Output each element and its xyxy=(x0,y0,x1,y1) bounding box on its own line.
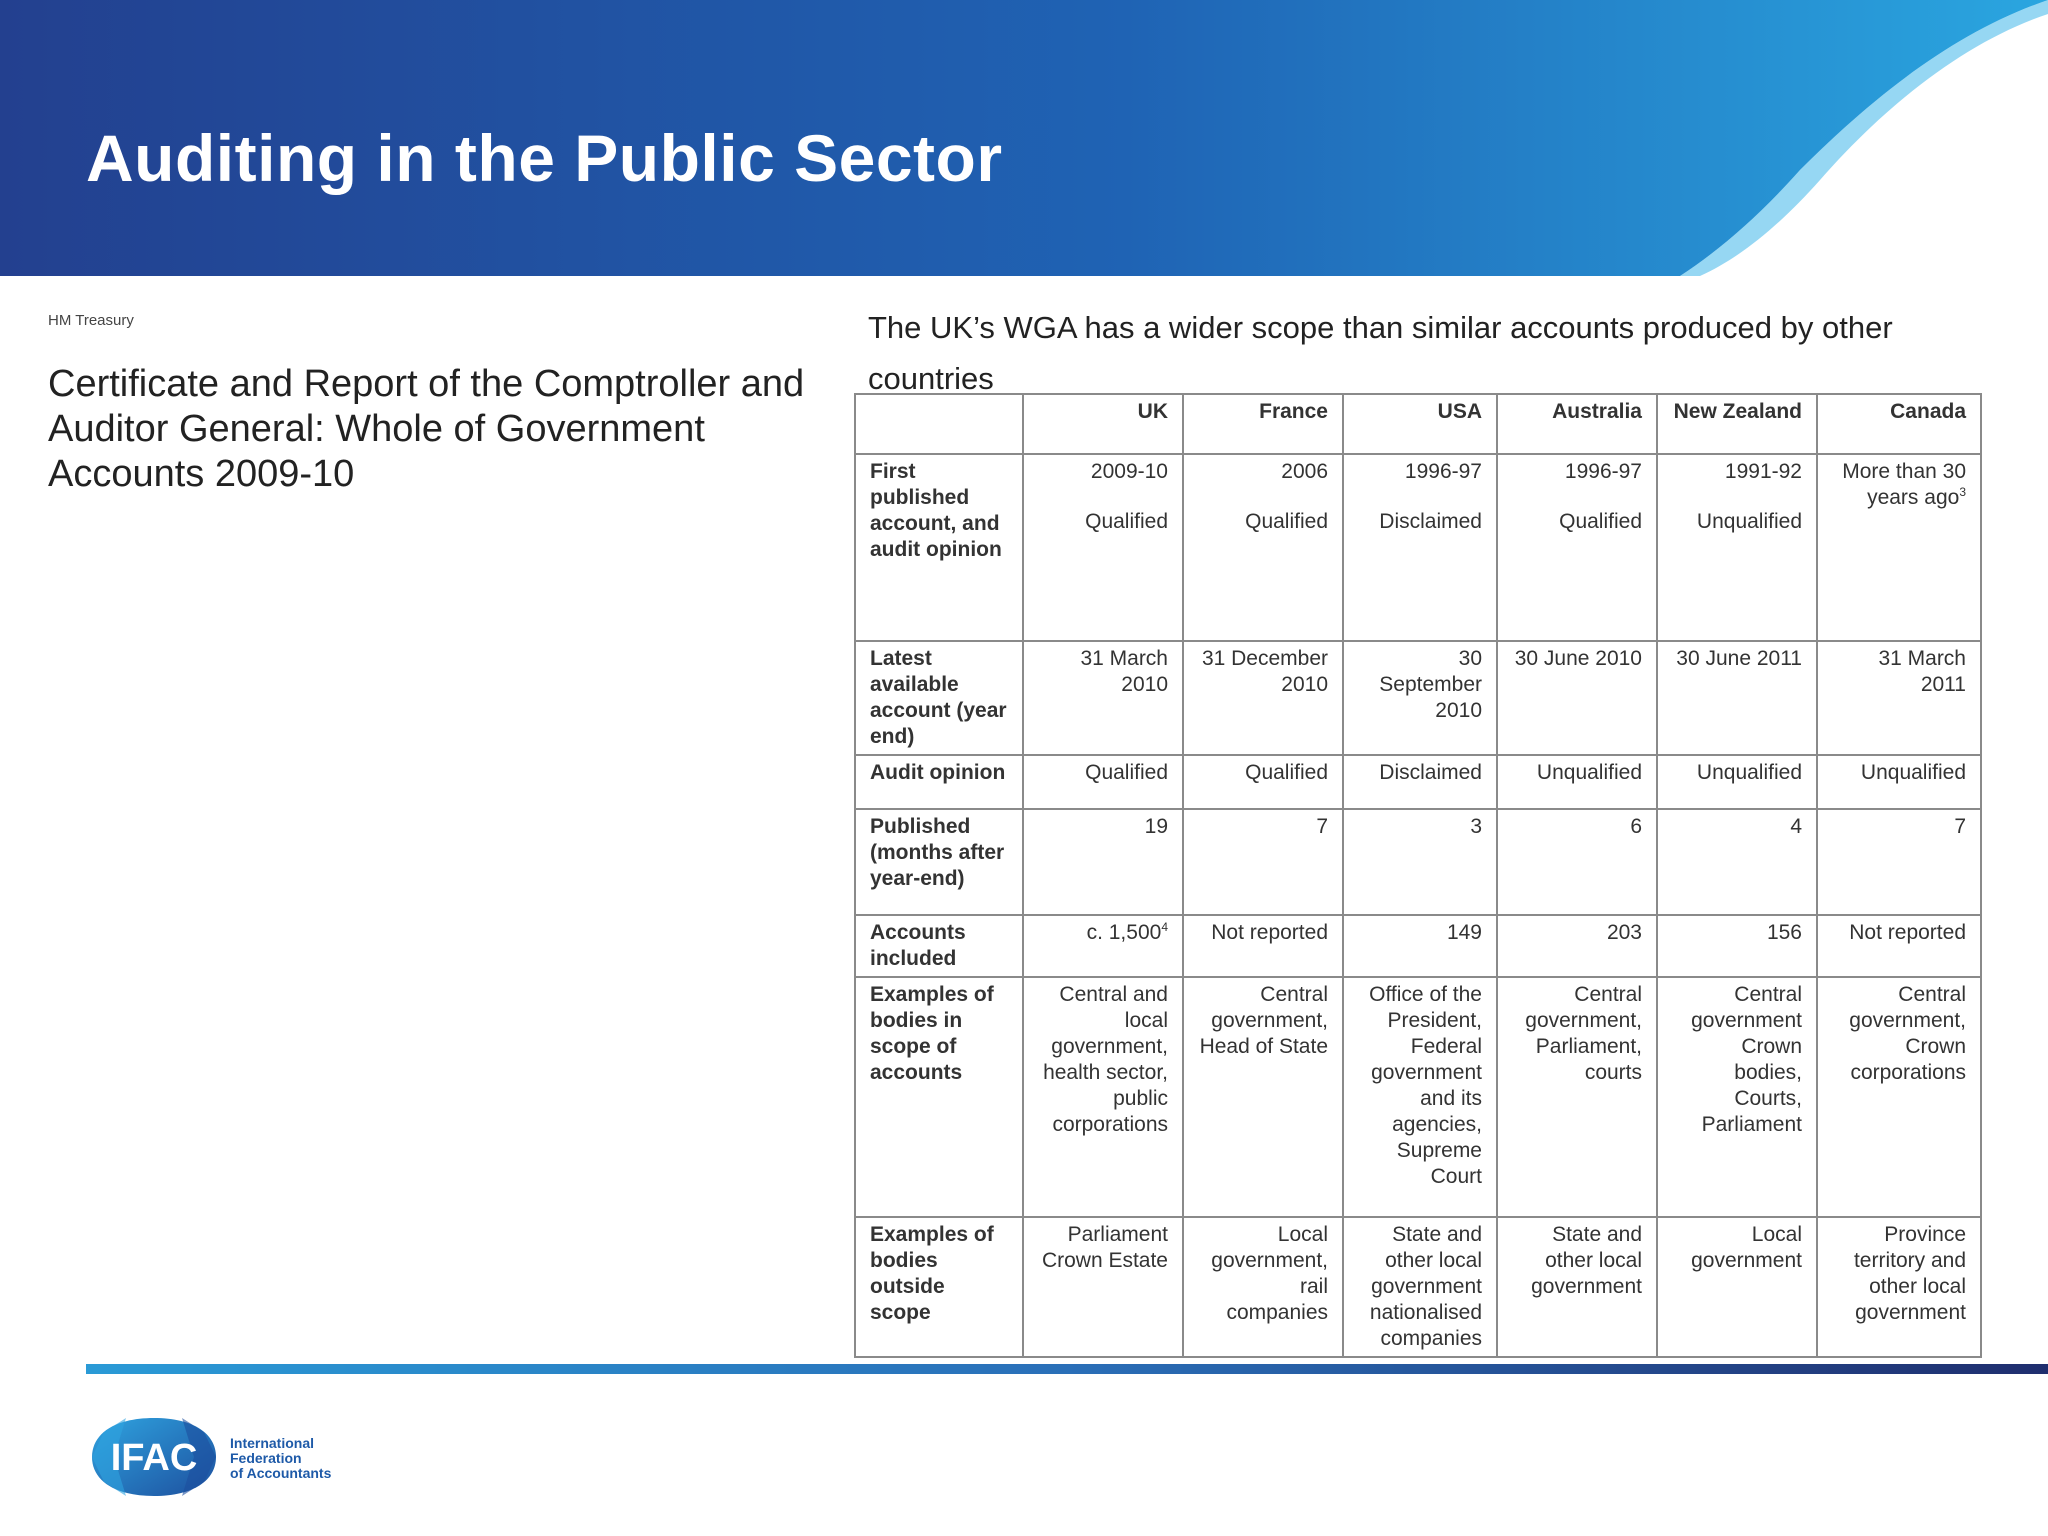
table-cell xyxy=(1657,454,1817,641)
cell-opinion: Qualified xyxy=(1245,510,1328,533)
table-cell: 149 xyxy=(1343,915,1497,977)
cell-opinion: Qualified xyxy=(1559,510,1642,533)
source-label: HM Treasury xyxy=(48,312,134,329)
cell-opinion: Disclaimed xyxy=(1379,510,1482,533)
table-cell: Qualified xyxy=(1023,755,1183,809)
table-cell xyxy=(1183,454,1343,641)
table-cell: Not reported xyxy=(1183,915,1343,977)
cell-year: 1991-92 xyxy=(1724,460,1802,483)
slide-title: Auditing in the Public Sector xyxy=(86,121,1003,195)
table-cell: State and other local government nationalised companies xyxy=(1343,1217,1497,1357)
table-cell: Qualified xyxy=(1183,755,1343,809)
table-cell: 156 xyxy=(1657,915,1817,977)
logo-mark-text: IFAC xyxy=(110,1437,198,1479)
logo-wordmark xyxy=(230,1436,331,1481)
table-cell: Central government Crown bodies, Courts, Parliament xyxy=(1657,977,1817,1217)
column-header-uk: UK xyxy=(1023,394,1183,454)
row-label: Examples of bodies in scope of accounts xyxy=(855,977,1023,1217)
table-cell: Disclaimed xyxy=(1343,755,1497,809)
cell-value: c. 1,500 xyxy=(1086,921,1162,944)
row-label: First published account, and audit opinion xyxy=(855,454,1023,641)
column-header-new-zealand: New Zealand xyxy=(1657,394,1817,454)
header-banner xyxy=(0,0,2048,276)
cell-year: 2009-10 xyxy=(1090,460,1168,483)
footnote-marker: 3 xyxy=(1959,485,1966,499)
table-cell: 31 March 2010 xyxy=(1023,641,1183,755)
column-header-france: France xyxy=(1183,394,1343,454)
table-cell: 6 xyxy=(1497,809,1657,915)
logo-line: of Accountants xyxy=(230,1465,332,1481)
table-cell: Unqualified xyxy=(1657,755,1817,809)
column-header-australia: Australia xyxy=(1497,394,1657,454)
table-cell: Unqualified xyxy=(1817,755,1981,809)
table-row xyxy=(855,755,1981,809)
table-row xyxy=(855,809,1981,915)
row-label: Latest available account (year end) xyxy=(855,641,1023,755)
row-label: Accounts included xyxy=(855,915,1023,977)
cell-opinion: Qualified xyxy=(1085,510,1168,533)
table-row xyxy=(855,454,1981,641)
table-cell: State and other local government xyxy=(1497,1217,1657,1357)
table-cell: Local government xyxy=(1657,1217,1817,1357)
cell-year: 2006 xyxy=(1281,460,1328,483)
table-row xyxy=(855,915,1981,977)
table-cell xyxy=(1817,454,1981,641)
table-row xyxy=(855,1217,1981,1357)
table-cell: Central government, Head of State xyxy=(1183,977,1343,1217)
column-header-blank xyxy=(855,394,1023,454)
table-cell: 19 xyxy=(1023,809,1183,915)
logo-line: Federation xyxy=(230,1450,302,1466)
column-header-canada: Canada xyxy=(1817,394,1981,454)
table-cell: Not reported xyxy=(1817,915,1981,977)
table-cell xyxy=(1023,454,1183,641)
table-row xyxy=(855,977,1981,1217)
column-header-usa: USA xyxy=(1343,394,1497,454)
row-label: Audit opinion xyxy=(855,755,1023,809)
table-cell: Parliament Crown Estate xyxy=(1023,1217,1183,1357)
table-cell: 31 March 2011 xyxy=(1817,641,1981,755)
ifac-logo-icon xyxy=(84,1412,224,1502)
table-cell: 7 xyxy=(1183,809,1343,915)
row-label: Examples of bodies outside scope xyxy=(855,1217,1023,1357)
footnote-marker: 4 xyxy=(1161,920,1168,934)
document-title: Certificate and Report of the Comptroller and Auditor General: Whole of Government Accounts 2009-10 xyxy=(48,363,805,495)
table-cell: Province territory and other local government xyxy=(1817,1217,1981,1357)
table-cell: Unqualified xyxy=(1497,755,1657,809)
table-cell: 203 xyxy=(1497,915,1657,977)
table-cell: Local government, rail companies xyxy=(1183,1217,1343,1357)
table-cell: Central and local government, health sector, public corporations xyxy=(1023,977,1183,1217)
logo-line: International xyxy=(230,1435,315,1451)
table-cell: 30 June 2011 xyxy=(1657,641,1817,755)
table-cell: 7 xyxy=(1817,809,1981,915)
table-row xyxy=(855,641,1981,755)
table-cell xyxy=(1497,454,1657,641)
comparison-table xyxy=(854,393,1982,1358)
footer-divider-line xyxy=(86,1364,2048,1374)
table-cell: 30 June 2010 xyxy=(1497,641,1657,755)
table-cell: 31 December 2010 xyxy=(1183,641,1343,755)
cell-year: 1996-97 xyxy=(1404,460,1482,483)
table-cell: 4 xyxy=(1657,809,1817,915)
table-cell xyxy=(1023,915,1183,977)
cell-year: More than 30 years ago xyxy=(1842,460,1966,509)
row-label: Published (months after year-end) xyxy=(855,809,1023,915)
table-caption: The UK’s WGA has a wider scope than similar accounts produced by other countries xyxy=(868,310,1893,396)
table-cell: Central government, Parliament, courts xyxy=(1497,977,1657,1217)
table-cell: Office of the President, Federal government and its agencies, Supreme Court xyxy=(1343,977,1497,1217)
cell-year: 1996-97 xyxy=(1564,460,1642,483)
cell-opinion: Unqualified xyxy=(1696,510,1802,533)
table-header-row xyxy=(855,394,1981,454)
table-cell xyxy=(1343,454,1497,641)
table-cell: 30 September 2010 xyxy=(1343,641,1497,755)
table-cell: 3 xyxy=(1343,809,1497,915)
table-cell: Central government, Crown corporations xyxy=(1817,977,1981,1217)
